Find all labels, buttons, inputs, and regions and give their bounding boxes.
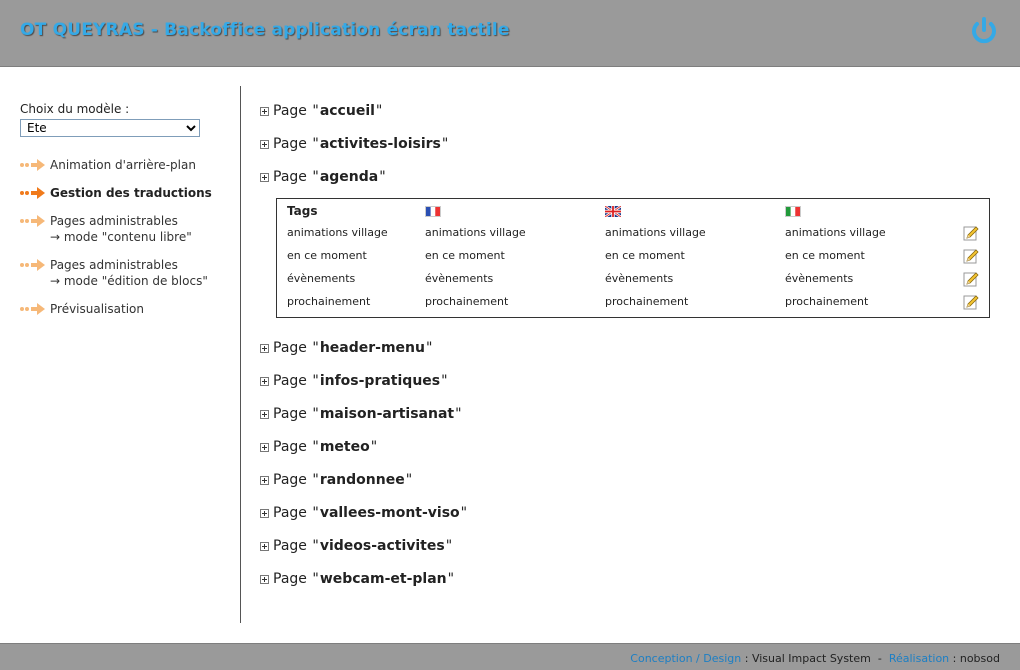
expand-toggle-icon[interactable] xyxy=(260,344,269,353)
page-prefix: Page xyxy=(273,406,307,422)
app-header xyxy=(0,0,1020,67)
arrow-icon xyxy=(20,258,46,272)
edit-pencil-icon[interactable] xyxy=(963,225,979,241)
footer-sep: : xyxy=(744,652,749,665)
quote-mark: " xyxy=(460,505,468,521)
quote-mark: " xyxy=(312,103,319,119)
table-row xyxy=(277,221,989,244)
tag-cell: prochainement xyxy=(605,295,689,308)
edit-cell xyxy=(953,267,989,290)
expand-toggle-icon[interactable] xyxy=(260,542,269,551)
quote-mark: " xyxy=(425,340,433,356)
sidebar-item-label: Prévisualisation xyxy=(50,302,144,316)
page-row[interactable] xyxy=(260,404,1000,424)
edit-pencil-icon[interactable] xyxy=(963,294,979,310)
page-name: webcam-et-plan xyxy=(319,571,447,587)
quote-mark: " xyxy=(312,538,319,554)
quote-mark: " xyxy=(455,406,462,422)
expand-toggle-icon[interactable] xyxy=(260,107,269,116)
sidebar-item-label: Animation d'arrière-plan xyxy=(50,158,196,172)
page-name: videos-activites xyxy=(319,538,445,554)
page-row[interactable] xyxy=(260,536,1000,556)
sidebar-menu xyxy=(20,157,230,317)
model-select[interactable] xyxy=(20,119,200,137)
quote-mark: " xyxy=(312,505,319,521)
page-name: agenda xyxy=(319,169,379,185)
tag-cell: évènements xyxy=(287,272,356,285)
quote-mark: " xyxy=(445,538,453,554)
expand-toggle-icon[interactable] xyxy=(260,575,269,584)
page-row[interactable] xyxy=(260,569,1000,589)
sidebar-item-text xyxy=(50,213,192,245)
sidebar-item-2[interactable] xyxy=(20,185,230,201)
expand-toggle-icon[interactable] xyxy=(260,476,269,485)
page-row[interactable] xyxy=(260,470,1000,490)
page-row[interactable] xyxy=(260,437,1000,457)
expand-toggle-icon[interactable] xyxy=(260,443,269,452)
quote-mark: " xyxy=(312,373,319,389)
tag-cell: en ce moment xyxy=(425,249,505,262)
conception-value: Visual Impact System xyxy=(751,652,871,665)
edit-pencil-icon[interactable] xyxy=(963,248,979,264)
tag-cell: animations village xyxy=(605,226,706,239)
arrow-icon xyxy=(20,158,46,172)
sidebar-item-sublabel: → mode "édition de blocs" xyxy=(50,274,208,288)
sidebar-item-label: Gestion des traductions xyxy=(50,186,212,200)
arrow-icon xyxy=(20,302,46,316)
edit-cell xyxy=(953,221,989,244)
page-name: header-menu xyxy=(319,340,425,356)
tag-cell: prochainement xyxy=(425,295,509,308)
footer-sep: - xyxy=(874,652,886,665)
page-prefix: Page xyxy=(273,103,307,119)
power-button[interactable] xyxy=(968,15,1000,47)
sidebar-item-3[interactable] xyxy=(20,213,230,245)
page-prefix: Page xyxy=(273,439,307,455)
footer-sep: : xyxy=(952,652,957,665)
quote-mark: " xyxy=(447,571,455,587)
header-spacer xyxy=(953,201,989,221)
quote-mark: " xyxy=(312,571,319,587)
flag-fr-icon xyxy=(415,201,595,221)
sidebar-item-5[interactable] xyxy=(20,301,230,317)
quote-mark: " xyxy=(405,472,413,488)
page-name: activites-loisirs xyxy=(319,136,441,152)
page-prefix: Page xyxy=(273,373,307,389)
page-name: meteo xyxy=(319,439,370,455)
quote-mark: " xyxy=(379,169,386,185)
realisation-link[interactable]: Réalisation xyxy=(888,652,950,665)
page-prefix: Page xyxy=(273,538,307,554)
tag-cell: évènements xyxy=(605,272,674,285)
expand-toggle-icon[interactable] xyxy=(260,509,269,518)
tag-cell: prochainement xyxy=(287,295,371,308)
page-row[interactable] xyxy=(260,371,1000,391)
sidebar-item-text xyxy=(50,301,144,317)
tag-cell: animations village xyxy=(425,226,526,239)
tag-cell: animations village xyxy=(785,226,886,239)
page-prefix: Page xyxy=(273,505,307,521)
tag-cell: animations village xyxy=(287,226,388,239)
sidebar-item-4[interactable] xyxy=(20,257,230,289)
page-name: maison-artisanat xyxy=(319,406,455,422)
sidebar-item-label: Pages administrables xyxy=(50,258,178,272)
sidebar-item-text xyxy=(50,257,208,289)
tag-cell: évènements xyxy=(425,272,494,285)
conception-link[interactable]: Conception / Design xyxy=(630,652,742,665)
arrow-icon xyxy=(20,186,46,200)
page-name: vallees-mont-viso xyxy=(319,505,460,521)
expand-toggle-icon[interactable] xyxy=(260,410,269,419)
footer xyxy=(0,643,1020,670)
page-prefix: Page xyxy=(273,571,307,587)
arrow-icon xyxy=(20,214,46,228)
page-name: accueil xyxy=(319,103,375,119)
tag-cell: en ce moment xyxy=(287,249,367,262)
tags-table-panel xyxy=(276,198,990,318)
quote-mark: " xyxy=(312,340,319,356)
tag-cell: prochainement xyxy=(785,295,869,308)
sidebar-divider xyxy=(240,86,241,623)
expand-toggle-icon[interactable] xyxy=(260,173,269,182)
table-row xyxy=(277,244,989,267)
table-row xyxy=(277,290,989,313)
sidebar-item-sublabel: → mode "contenu libre" xyxy=(50,230,192,244)
sidebar-item-text xyxy=(50,157,196,173)
expand-toggle-icon[interactable] xyxy=(260,377,269,386)
page-row[interactable] xyxy=(260,167,1000,187)
tags-header: Tags xyxy=(287,204,318,218)
quote-mark: " xyxy=(370,439,378,455)
expand-toggle-icon[interactable] xyxy=(260,140,269,149)
flag-it-icon xyxy=(775,201,953,221)
edit-cell xyxy=(953,244,989,267)
table-row xyxy=(277,267,989,290)
quote-mark: " xyxy=(441,136,449,152)
page-row[interactable] xyxy=(260,338,1000,358)
edit-pencil-icon[interactable] xyxy=(963,271,979,287)
tag-cell: en ce moment xyxy=(605,249,685,262)
quote-mark: " xyxy=(312,136,319,152)
model-label: Choix du modèle : xyxy=(20,102,130,116)
tag-cell: en ce moment xyxy=(785,249,865,262)
page-row[interactable] xyxy=(260,101,1000,121)
page-row[interactable] xyxy=(260,134,1000,154)
realisation-value: nobsod xyxy=(959,652,1000,665)
page-name: randonnee xyxy=(319,472,405,488)
page-prefix: Page xyxy=(273,472,307,488)
footer-credits xyxy=(630,652,1000,665)
flag-uk-icon xyxy=(595,201,775,221)
sidebar-item-text xyxy=(50,185,212,201)
app-title: OT QUEYRAS - Backoffice application écran tactile xyxy=(20,20,510,40)
edit-cell xyxy=(953,290,989,313)
sidebar-item-1[interactable] xyxy=(20,157,230,173)
page-row[interactable] xyxy=(260,503,1000,523)
page-name: infos-pratiques xyxy=(319,373,441,389)
quote-mark: " xyxy=(312,472,319,488)
quote-mark: " xyxy=(312,169,319,185)
power-icon xyxy=(968,15,1000,47)
page-prefix: Page xyxy=(273,340,307,356)
sidebar-item-label: Pages administrables xyxy=(50,214,178,228)
tags-header-row xyxy=(277,201,989,221)
main-content xyxy=(260,101,1000,602)
quote-mark: " xyxy=(375,103,383,119)
quote-mark: " xyxy=(312,406,319,422)
page-prefix: Page xyxy=(273,136,307,152)
page-prefix: Page xyxy=(273,169,307,185)
quote-mark: " xyxy=(441,373,448,389)
tags-table xyxy=(277,201,989,313)
quote-mark: " xyxy=(312,439,319,455)
tag-cell: évènements xyxy=(785,272,854,285)
sidebar xyxy=(20,102,230,329)
